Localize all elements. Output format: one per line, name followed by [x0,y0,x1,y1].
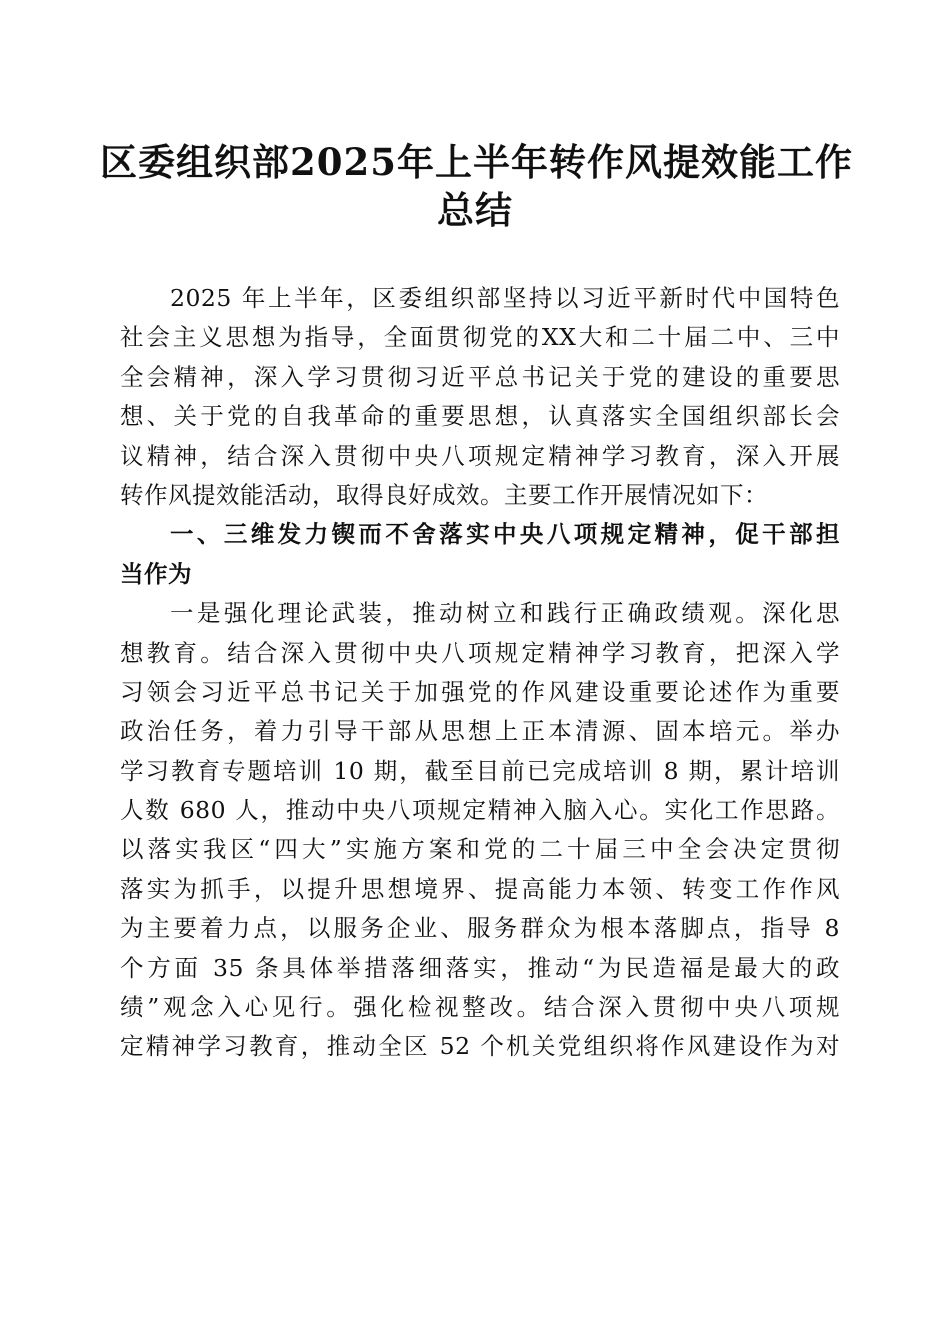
section1-line-11: 绩”观念入心见行。强化检视整改。结合深入贯彻中央八项规 [120,993,840,1022]
intro-line-4: 想、关于党的自我革命的重要思想，认真落实全国组织部长会 [120,402,840,431]
section1-line-2: 想教育。结合深入贯彻中央八项规定精神学习教育，把深入学 [120,638,840,667]
section1-line-10: 个方面 35 条具体举措落细落实，推动“为民造福是最大的政 [120,953,840,982]
section-heading-line-1: 一、三维发力锲而不舍落实中央八项规定精神，促干部担 [170,520,840,549]
title-line-1: 区委组织部2025年上半年转作风提效能工作 [100,140,853,184]
intro-line-5: 议精神，结合深入贯彻中央八项规定精神学习教育，深入开展 [120,441,840,470]
section1-line-4: 政治任务，着力引导干部从思想上正本清源、固本培元。举办 [120,717,840,746]
section1-line-6: 人数 680 人，推动中央八项规定精神入脑入心。实化工作思路。 [120,796,840,825]
intro-line-3: 全会精神，深入学习贯彻习近平总书记关于党的建设的重要思 [120,362,840,391]
section1-line-1: 一是强化理论武装，推动树立和践行正确政绩观。深化思 [170,599,840,628]
section-heading-1 [120,515,840,594]
intro-line-6: 转作风提效能活动，取得良好成效。主要工作开展情况如下： [120,480,768,509]
section1-line-12: 定精神学习教育，推动全区 52 个机关党组织将作风建设作为对 [120,1032,840,1061]
document-title [100,138,853,234]
intro-paragraph [120,279,840,515]
intro-line-2: 社会主义思想为指导，全面贯彻党的XX大和二十届二中、三中 [120,323,840,352]
section1-line-9: 为主要着力点，以服务企业、服务群众为根本落脚点，指导 8 [120,914,840,943]
document-body [120,279,840,1067]
section1-paragraph [120,594,840,1067]
section1-line-8: 落实为抓手，以提升思想境界、提高能力本领、转变工作作风 [120,874,840,903]
section1-line-5: 学习教育专题培训 10 期，截至目前已完成培训 8 期，累计培训 [120,756,840,785]
section-heading-line-2: 当作为 [120,559,192,588]
intro-line-1: 2025 年上半年，区委组织部坚持以习近平新时代中国特色 [170,284,840,312]
section1-line-7: 以落实我区“四大”实施方案和党的二十届三中全会决定贯彻 [120,835,840,864]
section1-line-3: 习领会习近平总书记关于加强党的作风建设重要论述作为重要 [120,677,840,706]
title-line-2: 总结 [437,188,513,232]
